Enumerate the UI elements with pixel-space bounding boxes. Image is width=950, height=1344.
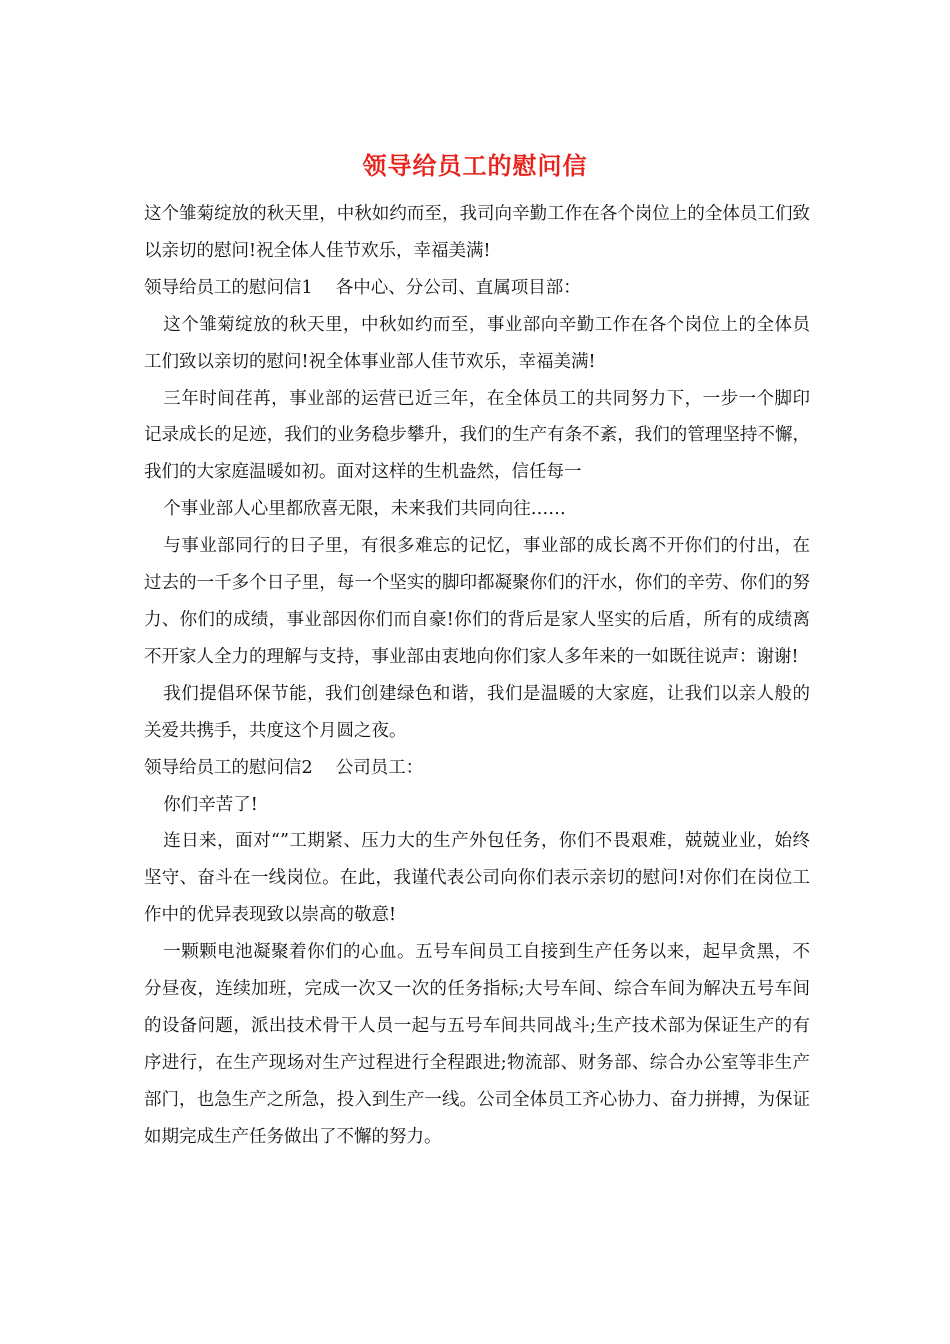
document-body: [144, 196, 810, 1156]
letter-2-paragraph-3: 一颗颗电池凝聚着你们的心血。五号车间员工自接到生产任务以来，起早贪黑，不分昼夜，连续加班，完成一次又一次的任务指标;大号车间、综合车间为解决五号车间的设备问题，派出技术骨干人员一起与五号车间共同战斗;生产技术部为保证生产的有序进行，在生产现场对生产过程进行全程跟进;物流部、财务部、综合办公室等非生产部门，也急生产之所急，投入到生产一线。公司全体员工齐心协力、奋力拼搏，为保证如期完成生产任务做出了不懈的努力。: [144, 942, 810, 1147]
letter-1-heading: 领导给员工的慰问信1 各中心、分公司、直属项目部：: [144, 277, 581, 298]
letter-1-paragraph-3: 个事业部人心里都欣喜无限，未来我们共同向往……: [163, 499, 566, 520]
letter-1-paragraph-2: 三年时间荏苒，事业部的运营已近三年，在全体员工的共同努力下，一步一个脚印记录成长的足迹，我们的业务稳步攀升，我们的生产有条不紊，我们的管理坚持不懈，我们的大家庭温暖如初。面对这样的生机盎然，信任每一: [144, 388, 810, 483]
letter-1-paragraph-4: 与事业部同行的日子里，有很多难忘的记忆，事业部的成长离不开你们的付出，在过去的一千多个日子里，每一个坚实的脚印都凝聚你们的汗水，你们的辛劳、你们的努力、你们的成绩，事业部因你们而自豪!你们的背后是家人坚实的后盾，所有的成绩离不开家人全力的理解与支持，事业部由衷地向你们家人多年来的一如既往说声：谢谢!: [144, 536, 810, 667]
letter-2-paragraph-1: 你们辛苦了!: [163, 794, 258, 815]
paragraph-intro: 这个雏菊绽放的秋天里，中秋如约而至，我司向辛勤工作在各个岗位上的全体员工们致以亲切的慰问!祝全体人佳节欢乐，幸福美满!: [144, 204, 810, 261]
letter-2-paragraph-2: 连日来，面对“”工期紧、压力大的生产外包任务，你们不畏艰难，兢兢业业，始终坚守、奋斗在一线岗位。在此，我谨代表公司向你们表示亲切的慰问!对你们在岗位工作中的优异表现致以崇高的敬意!: [144, 831, 810, 926]
document-title: 领导给员工的慰问信: [362, 151, 588, 180]
letter-1-paragraph-5: 我们提倡环保节能，我们创建绿色和谐，我们是温暖的大家庭，让我们以亲人般的关爱共携手，共度这个月圆之夜。: [144, 683, 810, 741]
letter-1-paragraph-1: 这个雏菊绽放的秋天里，中秋如约而至，事业部向辛勤工作在各个岗位上的全体员工们致以亲切的慰问!祝全体事业部人佳节欢乐，幸福美满!: [144, 314, 810, 372]
letter-2-heading: 领导给员工的慰问信2 公司员工：: [144, 757, 424, 778]
